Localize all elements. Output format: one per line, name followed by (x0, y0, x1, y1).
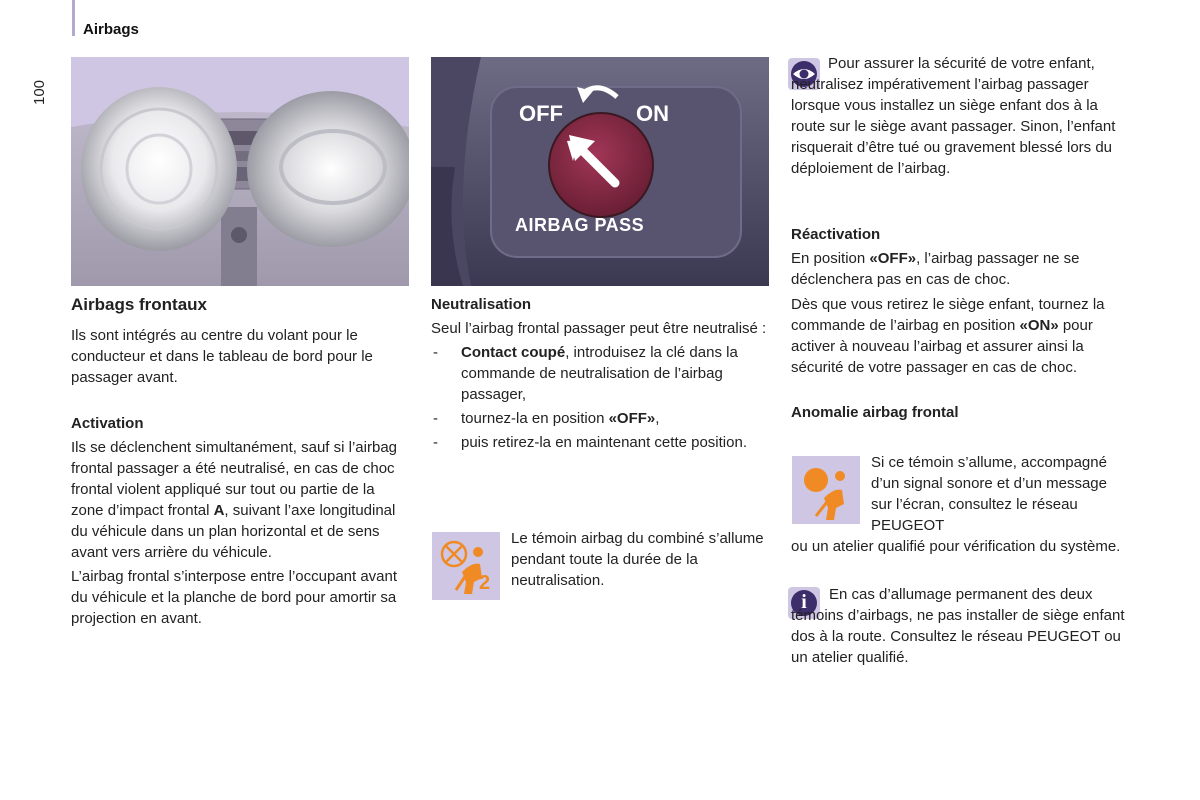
react2-end: pour activer à nouveau l’airbag et assurer ainsi la sécurité de votre passager en cas de choc. (791, 317, 1093, 376)
airbag-off-warning-icon (432, 532, 500, 600)
step2-text: tournez-la en position (461, 410, 609, 427)
dashboard-airbags-illustration (71, 57, 409, 286)
frontal-airbags-section (71, 294, 411, 629)
react1-start: En position (791, 250, 870, 267)
section-title: Airbags (83, 21, 139, 38)
switch-off-label: OFF (519, 101, 563, 126)
step1-bold: Contact coupé (461, 344, 566, 361)
neutralisation-intro: Seul l’airbag frontal passager peut être neutralisé : (431, 320, 767, 337)
step1-text: , introduisez la clé dans la commande de neutralisation de l’airbag passager, (461, 344, 738, 403)
airbag-warning-drawing (792, 456, 860, 524)
anomaly-lamp-text: Si ce témoin s’allume, accompagné d’un signal sonore et d’un message sur l’écran, consultez le réseau PEUGEOT (871, 454, 1107, 534)
activation-text-start: Ils se déclenchent simultanément, sauf si l’airbag frontal passager a été neutralisé, en cas de choc frontal violent appliqué sur tout ou partie de la zone d’impact frontal (71, 439, 398, 519)
activation-paragraph (71, 437, 411, 563)
step2-bold: «OFF» (608, 410, 656, 427)
info-note-text: En cas d’allumage permanent des deux témoins d’airbags, ne pas installer de siège enfant dos à la route. Consultez le réseau PEUGEOT ou un atelier qualifié. (791, 586, 1125, 666)
page-number: 100 (31, 79, 48, 105)
section-marker-bar (72, 0, 75, 36)
frontal-airbags-intro: Ils sont intégrés au centre du volant pour le conducteur et dans le tableau de bord pour le passager avant. (71, 327, 373, 386)
switch-caption: AIRBAG PASS (515, 215, 645, 235)
airbag-off-lamp-text: Le témoin airbag du combiné s’allume pendant toute la durée de la neutralisation. (511, 530, 764, 589)
neutralisation-section (431, 294, 771, 453)
react1-bold: «OFF» (869, 250, 917, 267)
step2-end: , (655, 410, 660, 427)
react2-bold: «ON» (1019, 317, 1059, 334)
interpose-paragraph: L’airbag frontal s’interpose entre l’occupant avant du véhicule et la planche de bord pour amortir sa projection en avant. (71, 568, 398, 627)
reactivation-paragraph-2 (791, 294, 1136, 378)
neutralisation-heading: Neutralisation (431, 296, 532, 313)
info-glyph: i (801, 591, 807, 613)
dashboard-airbags-drawing (71, 57, 409, 286)
activation-text-end: , suivant l’axe longitudinal du véhicule dans un plan horizontal et de sens avant vers arrière du véhicule. (71, 502, 396, 561)
anomaly-heading: Anomalie airbag frontal (791, 404, 959, 421)
neutralisation-step-2 (431, 408, 771, 429)
child-seat-caution-text: Pour assurer la sécurité de votre enfant, neutralisez impérativement l’airbag passager lorsque vous installez un siège enfant dos à la route sur le siège avant passager. Sinon, l’enfant risquerait d’être tué ou gravement blessé lors du déploiement de l’airbag. (791, 55, 1116, 177)
react2-start: Dès que vous retirez le siège enfant, tournez la commande de l’airbag en position (791, 296, 1105, 334)
switch-on-label: ON (636, 101, 669, 126)
frontal-airbags-heading: Airbags frontaux (71, 295, 208, 314)
react1-end: , l’airbag passager ne se déclenchera pas en cas de choc. (791, 250, 1080, 288)
impact-zone-label: A (213, 502, 225, 519)
airbag-off-icon-number: 2 (479, 572, 491, 594)
activation-heading: Activation (71, 415, 144, 432)
anomaly-lamp-text-continued: ou un atelier qualifié pour vérification du système. (791, 538, 1121, 555)
reactivation-paragraph-1 (791, 248, 1136, 290)
neutralisation-step-3: - puis retirez-la en maintenant cette position. (431, 432, 771, 453)
airbag-switch-drawing (431, 57, 769, 286)
neutralisation-step-1 (431, 342, 771, 405)
reactivation-section (791, 224, 1136, 423)
reactivation-heading: Réactivation (791, 226, 881, 243)
neutralisation-steps (431, 342, 771, 453)
airbag-switch-illustration (431, 57, 769, 286)
airbag-warning-icon (792, 456, 860, 524)
